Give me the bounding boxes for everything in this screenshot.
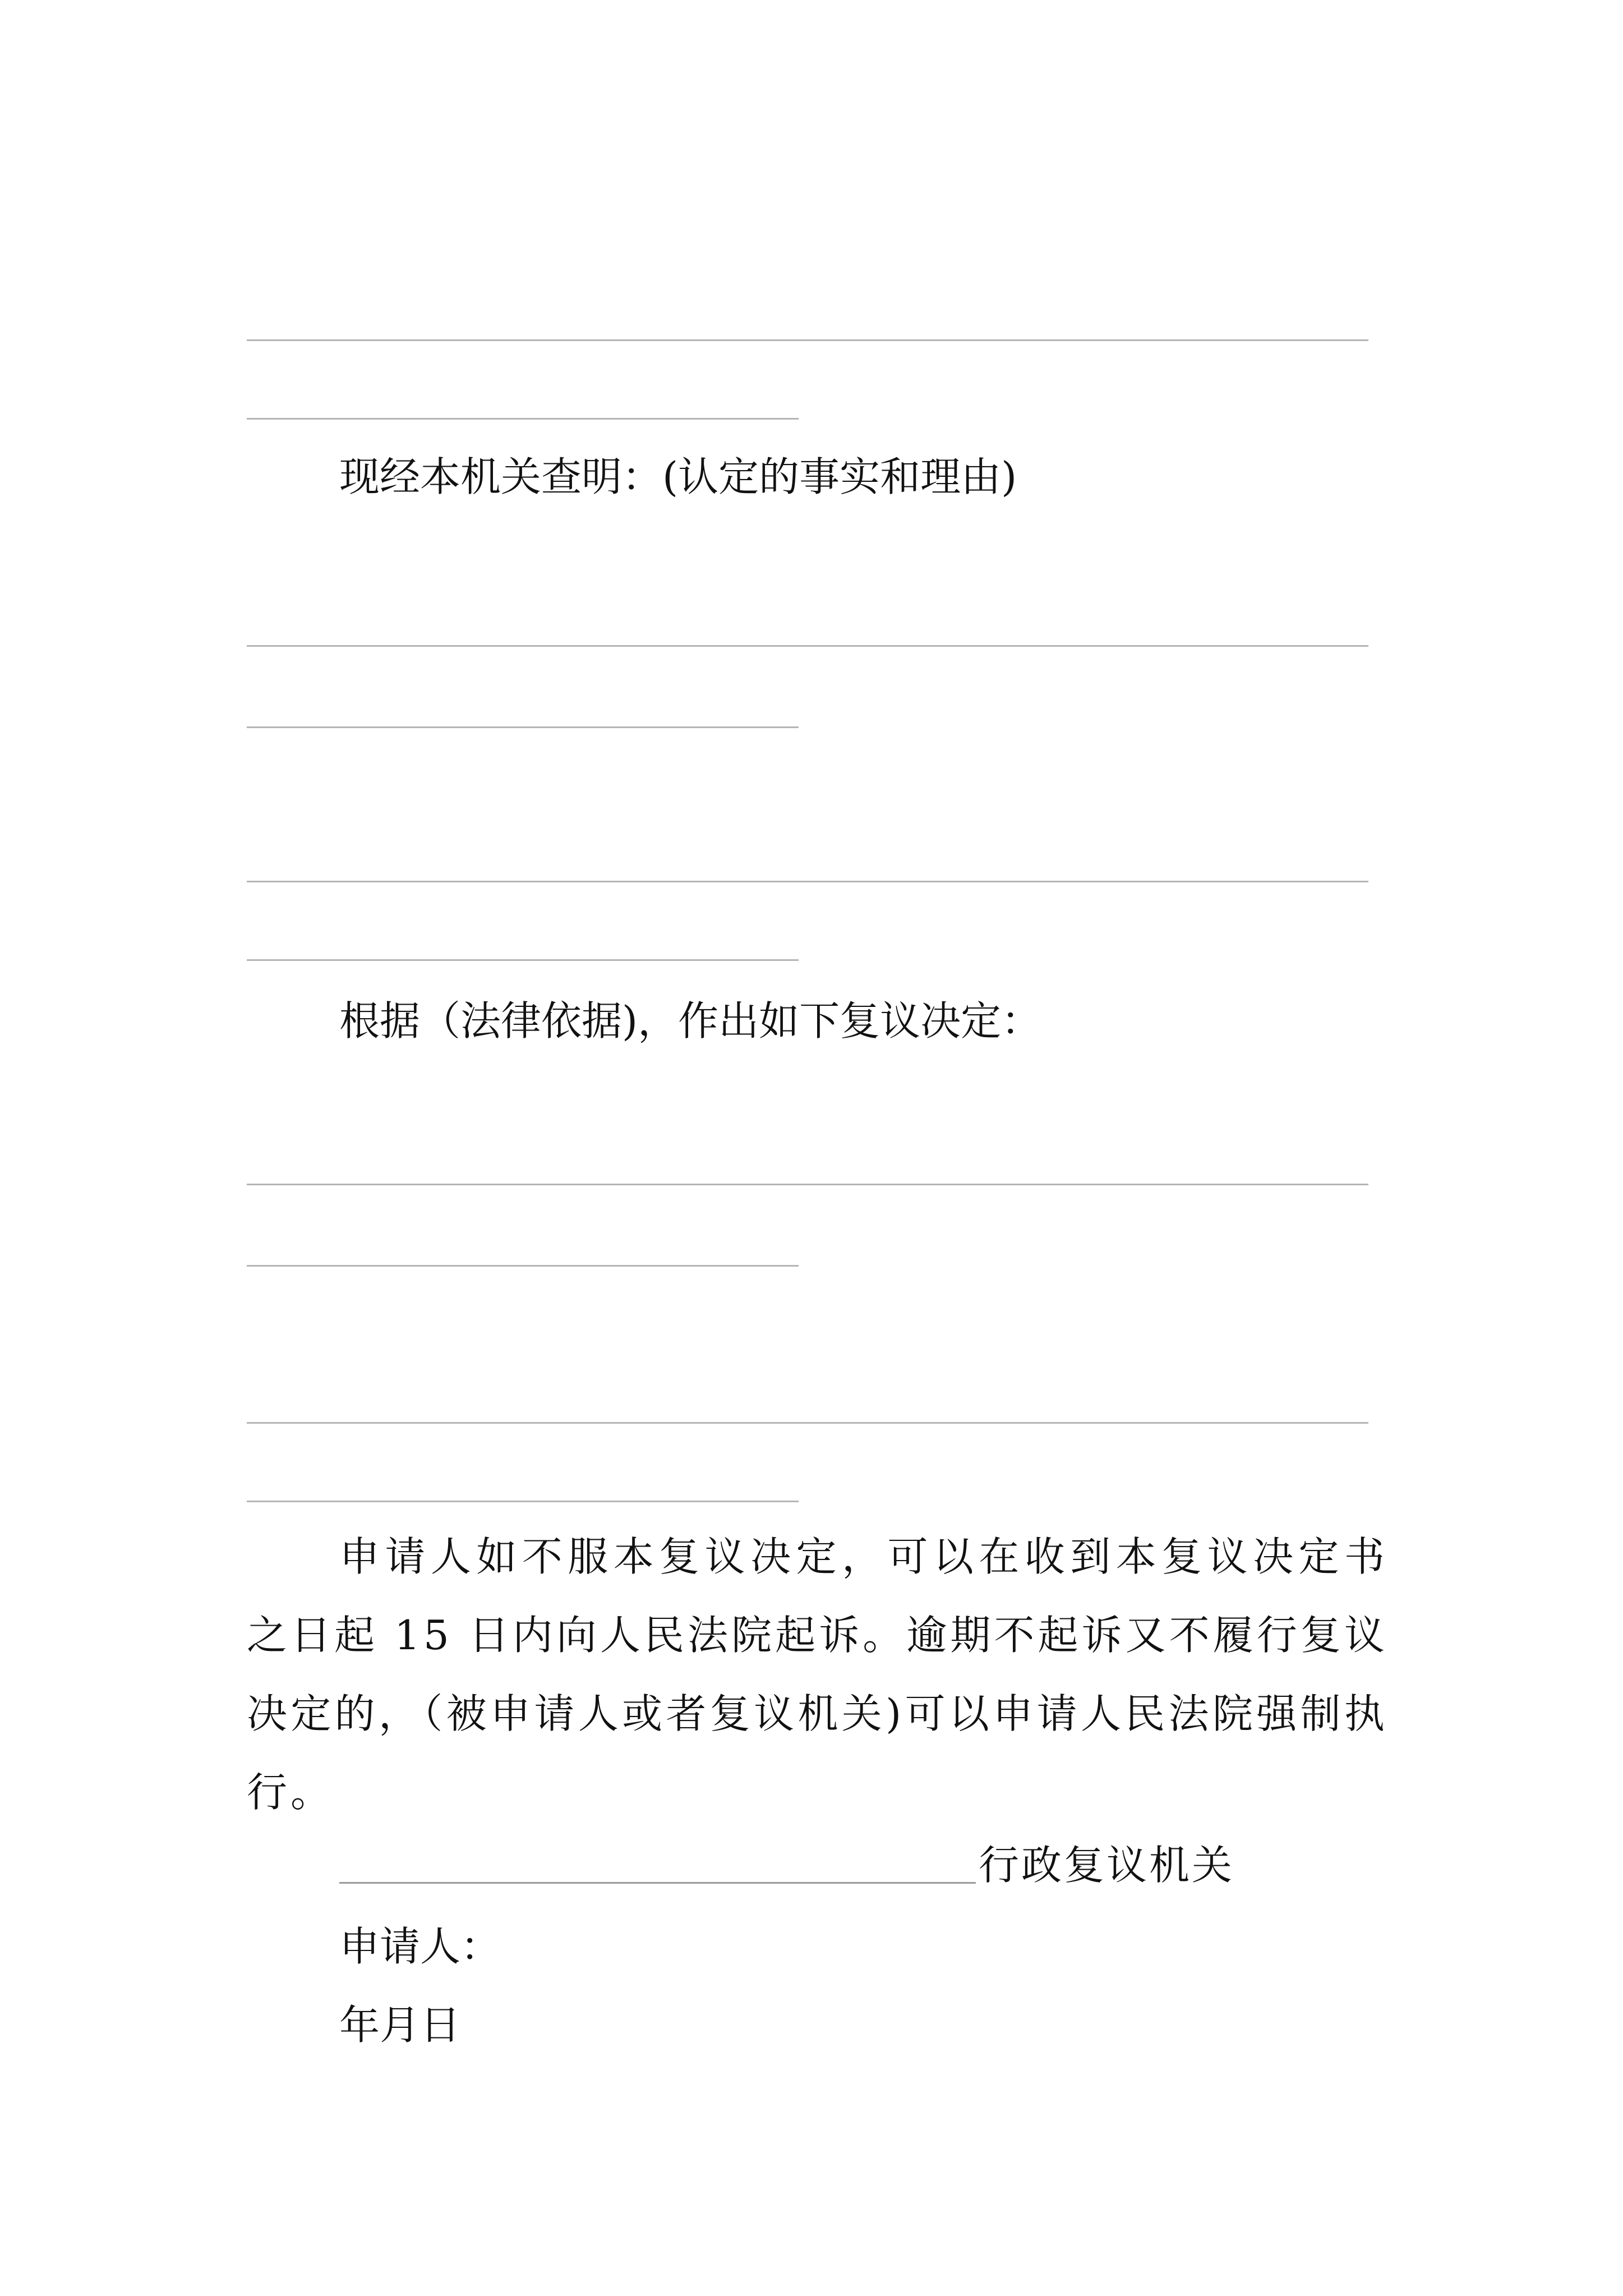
authority-label: 行政复议机关	[979, 1842, 1235, 1889]
appeal-notice-paragraph: 申请人如不服本复议决定，可以在收到本复议决定书之日起 15 日内向人民法院起诉。逾期不起诉又不履行复议决定的，（被申请人或者复议机关)可以申请人民法院强制执行。	[247, 1533, 1388, 1816]
blank-line-3-short	[247, 959, 799, 961]
blank-line-5-short	[247, 1501, 799, 1502]
blank-line-1-long	[247, 339, 1368, 341]
blank-line-4-short	[247, 1265, 799, 1267]
blank-line-4-long	[247, 1184, 1368, 1185]
applicant-label: 申请人：	[339, 1923, 501, 1970]
blank-line-2-short	[247, 726, 799, 728]
blank-line-1-short	[247, 418, 799, 420]
basis-paragraph: 根据（法律依据)，作出如下复议决定：	[339, 997, 1042, 1045]
findings-paragraph: 现经本机关查明：(认定的事实和理由)	[339, 453, 1017, 500]
date-label: 年月日	[339, 2001, 461, 2049]
blank-line-2-long	[247, 645, 1368, 647]
authority-signature-line	[339, 1882, 976, 1884]
blank-line-5-long	[247, 1422, 1368, 1424]
blank-line-3-long	[247, 881, 1368, 882]
